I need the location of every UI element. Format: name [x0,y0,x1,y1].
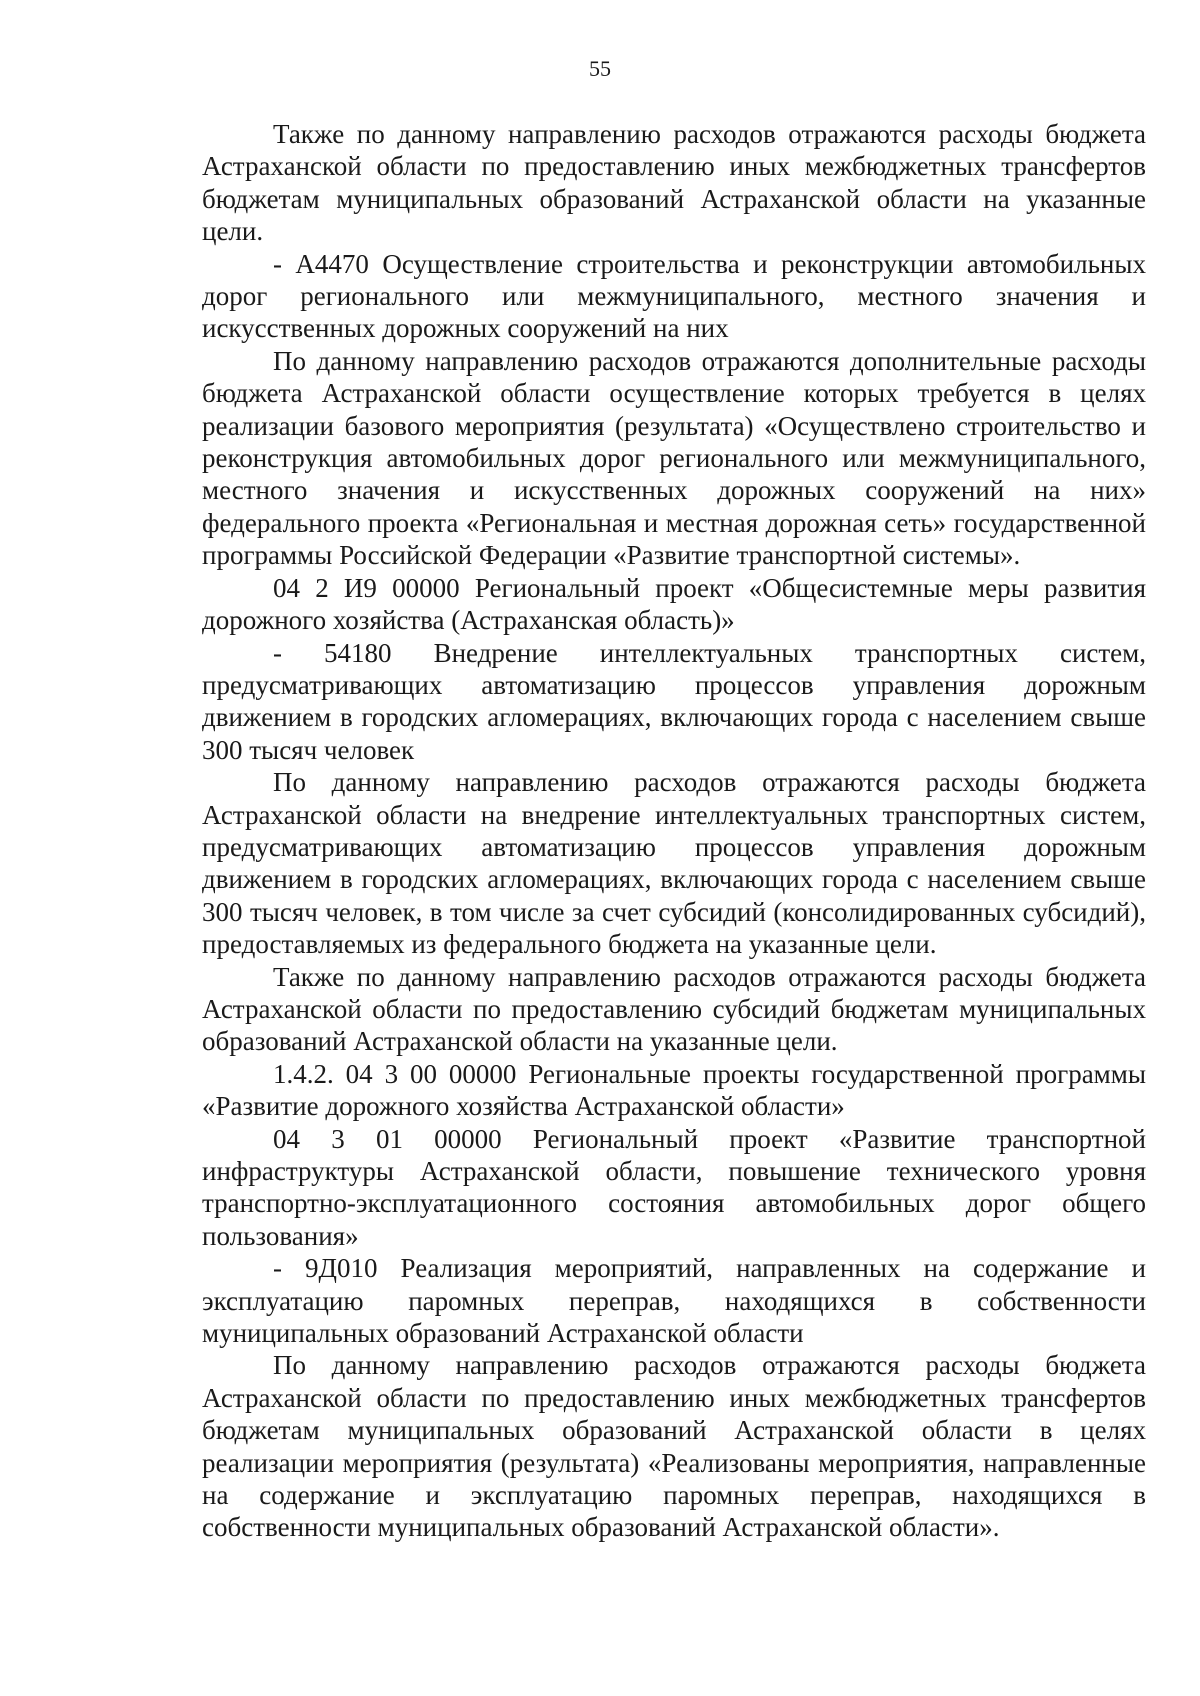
paragraph: - 54180 Внедрение интеллектуальных транспортных систем, предусматривающих автоматизацию процессов управления дорожным движением в городских агломерациях, включающих города с населением свыше 300 тысяч человек [202,637,1146,765]
paragraph: - 9Д010 Реализация мероприятий, направленных на содержание и эксплуатацию паромных переправ, находящихся в собственности муниципальных образований Астраханской области [202,1253,1146,1349]
page-number: 55 [589,56,611,81]
paragraph: - А4470 Осуществление строительства и реконструкции автомобильных дорог регионального или межмуниципального, местного значения и искусственных дорожных сооружений на них [202,248,1146,344]
paragraph: 04 3 01 00000 Региональный проект «Развитие транспортной инфраструктуры Астраханской области, повышение технического уровня транспортно-эксплуатационного состояния автомобильных дорог общего пользования» [202,1123,1146,1251]
paragraph: По данному направлению расходов отражаются дополнительные расходы бюджета Астраханской области осуществление которых требуется в целях реализации базового мероприятия (результата) «Осуществлено строительство и реконструкция автомобильных дорог регионального или межмуниципального, местного значения и искусственных дорожных сооружений на них» федерального проекта «Региональная и местная дорожная сеть» государственной программы Российской Федерации «Развитие транспортной системы». [202,345,1146,571]
paragraph: 1.4.2. 04 3 00 00000 Региональные проекты государственной программы «Развитие дорожного хозяйства Астраханской области» [202,1058,1146,1122]
paragraph: По данному направлению расходов отражаются расходы бюджета Астраханской области по предоставлению иных межбюджетных трансфертов бюджетам муниципальных образований Астраханской области в целях реализации мероприятия (результата) «Реализованы мероприятия, направленные на содержание и эксплуатацию паромных переправ, находящихся в собственности муниципальных образований Астраханской области». [202,1350,1146,1543]
paragraph: По данному направлению расходов отражаются расходы бюджета Астраханской области на внедрение интеллектуальных транспортных систем, предусматривающих автоматизацию процессов управления дорожным движением в городских агломерациях, включающих города с населением свыше 300 тысяч человек, в том числе за счет субсидий (консолидированных субсидий), предоставляемых из федерального бюджета на указанные цели. [202,767,1146,960]
paragraph: Также по данному направлению расходов отражаются расходы бюджета Астраханской области по предоставлению субсидий бюджетам муниципальных образований Астраханской области на указанные цели. [202,961,1146,1057]
paragraph: Также по данному направлению расходов отражаются расходы бюджета Астраханской области по предоставлению иных межбюджетных трансфертов бюджетам муниципальных образований Астраханской области на указанные цели. [202,119,1146,247]
paragraph: 04 2 И9 00000 Региональный проект «Общесистемные меры развития дорожного хозяйства (Астраханская область)» [202,572,1146,636]
document-body [202,118,1146,1544]
